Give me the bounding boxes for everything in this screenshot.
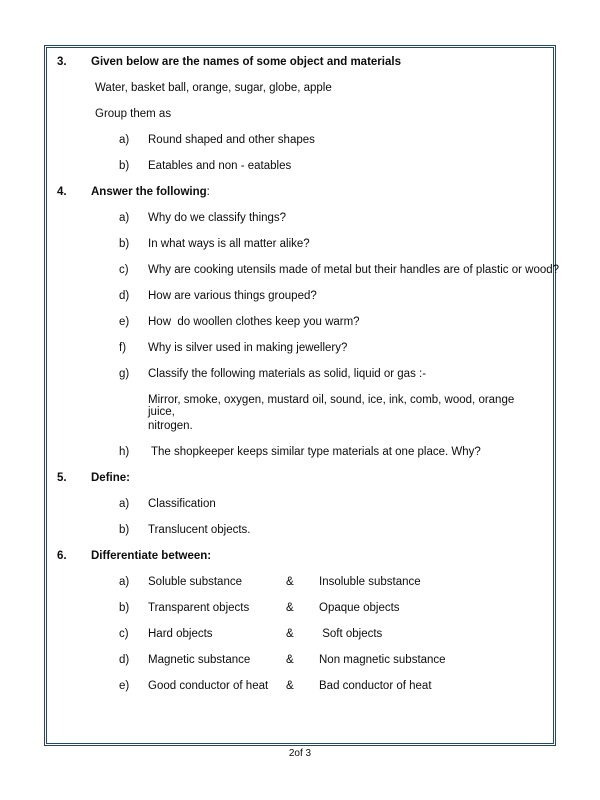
sub-item-text: Why is silver used in making jewellery? bbox=[148, 342, 348, 354]
question-heading-6 bbox=[53, 550, 543, 576]
sub-item-continuation: Mirror, smoke, oxygen, mustard oil, sound, ice, ink, comb, wood, orange juice, bbox=[148, 394, 515, 418]
sub-item bbox=[53, 316, 543, 342]
compare-left: Transparent objects bbox=[148, 602, 250, 614]
compare-ampersand: & bbox=[286, 628, 294, 640]
sub-item-letter: d) bbox=[119, 290, 130, 302]
question-heading-3 bbox=[53, 56, 543, 82]
compare-right: Insoluble substance bbox=[319, 576, 421, 588]
question-title-text: Answer the following bbox=[91, 186, 207, 198]
question-block-3 bbox=[53, 56, 543, 186]
compare-ampersand: & bbox=[286, 602, 294, 614]
compare-ampersand: & bbox=[286, 654, 294, 666]
compare-row bbox=[53, 680, 543, 706]
sub-item-letter: a) bbox=[119, 134, 130, 146]
document-content bbox=[47, 48, 560, 706]
question-number: 3. bbox=[57, 56, 67, 68]
sub-item-text: Classification bbox=[148, 498, 216, 510]
sub-item bbox=[53, 498, 543, 524]
question-heading-4 bbox=[53, 186, 543, 212]
sub-item bbox=[53, 446, 543, 472]
sub-item-text: Classify the following materials as solid, liquid or gas :- bbox=[148, 368, 427, 380]
compare-row bbox=[53, 576, 543, 602]
sub-item-letter: h) bbox=[119, 446, 130, 458]
question-title: Differentiate between: bbox=[91, 550, 212, 562]
sub-item-text: How are various things grouped? bbox=[148, 290, 317, 302]
sub-item-letter: g) bbox=[119, 368, 130, 380]
question-title bbox=[91, 186, 210, 198]
sub-item-text: Why do we classify things? bbox=[148, 212, 287, 224]
sub-item-letter: a) bbox=[119, 576, 130, 588]
sub-item-letter: a) bbox=[119, 498, 130, 510]
sub-item-letter: f) bbox=[119, 342, 127, 354]
sub-item bbox=[53, 368, 543, 394]
sub-item bbox=[53, 160, 543, 186]
sub-item bbox=[53, 212, 543, 238]
question-line: Group them as bbox=[95, 108, 172, 120]
compare-row bbox=[53, 654, 543, 680]
sub-item-text: Eatables and non - eatables bbox=[148, 160, 292, 172]
question-block-5 bbox=[53, 472, 543, 550]
sub-item-letter: a) bbox=[119, 212, 130, 224]
question-heading-5 bbox=[53, 472, 543, 498]
sub-item-text: The shopkeeper keeps similar type materials at one place. Why? bbox=[148, 446, 481, 458]
question-number: 5. bbox=[57, 472, 67, 484]
sub-item-text: Round shaped and other shapes bbox=[148, 134, 315, 146]
sub-item-letter: b) bbox=[119, 160, 130, 172]
question-block-6 bbox=[53, 550, 543, 706]
sub-item-text: Translucent objects. bbox=[148, 524, 251, 536]
sub-item-text: How do woollen clothes keep you warm? bbox=[148, 316, 360, 328]
sub-item bbox=[53, 264, 560, 290]
compare-left: Magnetic substance bbox=[148, 654, 251, 666]
document-page-frame bbox=[44, 45, 560, 746]
compare-ampersand: & bbox=[286, 680, 294, 692]
question-title: Define: bbox=[91, 472, 130, 484]
compare-row bbox=[53, 602, 543, 628]
sub-item-letter: d) bbox=[119, 654, 130, 666]
compare-right: Soft objects bbox=[319, 628, 383, 640]
sub-item-letter: b) bbox=[119, 524, 130, 536]
compare-left: Hard objects bbox=[148, 628, 213, 640]
sub-item-continuation: nitrogen. bbox=[148, 420, 193, 432]
sub-item-letter: c) bbox=[119, 264, 129, 276]
sub-item-letter: e) bbox=[119, 316, 130, 328]
sub-item-text: In what ways is all matter alike? bbox=[148, 238, 310, 250]
sub-item bbox=[53, 524, 543, 550]
sub-item bbox=[53, 342, 543, 368]
compare-right: Bad conductor of heat bbox=[319, 680, 432, 692]
sub-item bbox=[53, 290, 543, 316]
question-title: Given below are the names of some object and materials bbox=[91, 56, 401, 68]
sub-item-text: Why are cooking utensils made of metal but their handles are of plastic or wood? bbox=[148, 264, 560, 276]
question-line: Water, basket ball, orange, sugar, globe, apple bbox=[95, 82, 332, 94]
question-block-4 bbox=[53, 186, 560, 472]
compare-row bbox=[53, 628, 543, 654]
compare-right: Opaque objects bbox=[319, 602, 400, 614]
compare-left: Soluble substance bbox=[148, 576, 242, 588]
sub-item-letter: c) bbox=[119, 628, 129, 640]
compare-right: Non magnetic substance bbox=[319, 654, 446, 666]
sub-item-letter: e) bbox=[119, 680, 130, 692]
sub-item-letter: b) bbox=[119, 602, 130, 614]
question-number: 4. bbox=[57, 186, 67, 198]
page-footer: 2of 3 bbox=[288, 748, 312, 759]
compare-ampersand: & bbox=[286, 576, 294, 588]
question-number: 6. bbox=[57, 550, 67, 562]
sub-item bbox=[53, 238, 543, 264]
compare-left: Good conductor of heat bbox=[148, 680, 269, 692]
sub-item bbox=[53, 134, 543, 160]
sub-item-letter: b) bbox=[119, 238, 130, 250]
question-title-suffix: : bbox=[206, 186, 210, 198]
